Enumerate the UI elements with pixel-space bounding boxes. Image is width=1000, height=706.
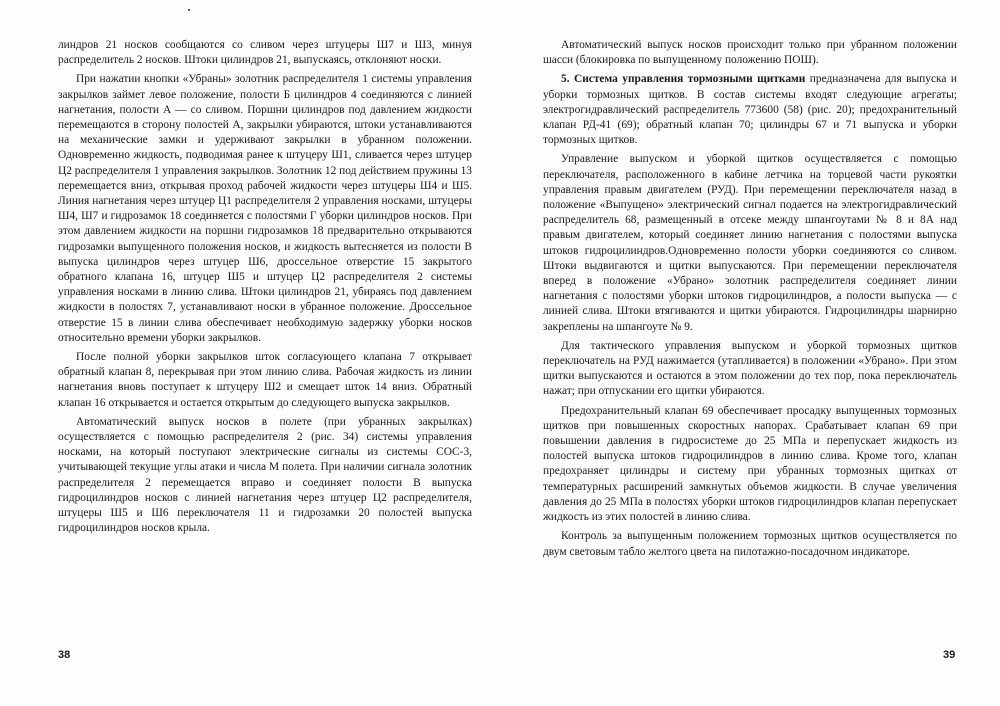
left-page [58,38,472,541]
paragraph: Автоматический выпуск носков происходит только при убранном положении шасси (блокировка по выпущенному положению ПОШ). [543,39,957,67]
paragraph: линдров 21 носков сообщаются со сливом через штуцеры Ш7 и Ш3, минуя распределитель 2 носков. Штоки цилиндров 21, выпускаясь, отклоняют носки. [58,39,472,67]
paragraph: Автоматический выпуск носков в полете (при убранных закрылках) осуществляется с помощью распределителя 2 (рис. 34) системы управления носками, на который поступают электрические сигналы из системы СОС-3, учитывающей текущие углы атаки и числа М полета. При наличии сигнала золотник распределителя 2 перемещается вправо и соединяет полости В выпуска гидроцилиндров носков с линией нагнетания через штуцер Ц2 распределителя, штуцеры Ш5 и Ш6 переключателя 11 и гидрозамки 20 полостей выпуска гидроцилиндров носков крыла. [58,415,472,535]
paragraph: Управление выпуском и уборкой щитков осуществляется с помощью переключателя, расположенного в кабине летчика на торцевой части рукоятки управления правым двигателем (РУД). При перемещении переключателя назад в положение «Выпущено» электрический сигнал подается на электрогидравлический распределитель 68, размещенный в отсеке между шпангоутами № 8 и 8А над правым двигателем, который соединяет линию нагнетания с полостями выпуска штоков гидроцилиндров.Одновременно полости уборки соединяются со сливом. Штоки выдвигаются и щитки выпускаются. При перемещении переключателя вперед в положение «Убрано» золотник распределителя соединяет линии нагнетания с полостями уборки штоков гидроцилиндров, а полости выпуска — с линией слива. Штоки втягиваются и щитки убираются. Гидроцилиндры шарнирно закреплены на шпангоуте № 9. [543,153,957,333]
right-page [543,38,957,564]
page-number-left: 38 [58,649,71,661]
paragraph: Предохранительный клапан 69 обеспечивает просадку выпущенных тормозных щитков при повышенных скоростных напорах. Срабатывает клапан 69 при повышении давления в гидросистеме до 25 МПа и перепускает жидкость из полостей выпуска штоков гидроцилиндров в линию слива. Кроме того, клапан предохраняет цилиндры и систему при убранных тормозных щитках от температурных расширений замкнутых объемов жидкости. В случае увеличения давления до 25 МПа в полостях уборки штоков гидроцилиндров клапан перепускает жидкость из этих полостей в линию слива. [543,404,957,524]
paragraph: Для тактического управления выпуском и уборкой тормозных щитков переключатель на РУД нажимается (утапливается) в положении «Убрано». При этом щитки выпускаются и остаются в этом положении до тех пор, пока переключатель нажат; при отпускании его щитки убираются. [543,339,957,398]
paragraph: После полной уборки закрылков шток согласующего клапана 7 открывает обратный клапан 8, перекрывая при этом линию слива. Рабочая жидкость из линии нагнетания вновь поступает к штуцеру Ш2 и смещает шток 14 вниз. Обратный клапан 16 открывается и остается открытым до следующего выпуска закрылков. [58,351,472,409]
section-heading: 5. Система управления тормозными щитками [561,73,806,86]
print-speck [188,9,190,11]
page-number-right: 39 [943,649,956,661]
paragraph [543,72,957,148]
paragraph: Контроль за выпущенным положением тормозных щитков осуществляется по двум световым табло желтого цвета на пилотажно-посадочном индикаторе. [543,530,957,558]
paragraph-text: предназначена для выпуска и уборки тормозных щитков. В состав системы входят следующие агрегаты; электрогидравлический распределитель 773600 (58) (рис. 20); предохранительный клапан РД-41 (69); обратный клапан 70; цилиндры 67 и 71 выпуска и уборки тормозных щитков. [543,73,957,147]
paragraph: При нажатии кнопки «Убраны» золотник распределителя 1 системы управления закрылков займет левое положение, полости Б цилиндров 4 соединяются с линией нагнетания, полости А — со сливом. Поршни цилиндров под давлением жидкости перемещаются в сторону полостей А, закрылки убираются, штоки устанавливаются на механические замки и удерживают закрылки в убранном положении. Одновременно жидкость, подводимая ранее к штуцеру Ш1, сливается через штуцер Ц2 распределителя 1 управления закрылков. Золотник 12 под действием пружины 13 перемещается вниз, открывая проход рабочей жидкости через штуцеры Ш4 и Ш5. Линия нагнетания через штуцер Ц1 распределителя 2 управления носками, штуцеры Ш4, Ш7 и гидрозамок 18 соединяется с полостями Г уборки цилиндров носков. При этом давлением жидкости на поршни гидрозамков 18 предварительно открываются гидрозамки выпущенного положения носков, и жидкость вытесняется из полости В выпуска цилиндров через штуцер Ш6, дроссельное отверстие 15 закрытого обратного клапана 16, штуцер Ш5 и штуцер Ц2 распределителя 2 системы управления носками в линию слива. Штоки цилиндров 21, убираясь под давлением жидкости в полостях 7, устанавливают носки в убранное положение. Дроссельное отверстие 15 в линии слива обеспечивает необходимую задержку уборки носков относительно времени уборки закрылков. [58,73,472,344]
